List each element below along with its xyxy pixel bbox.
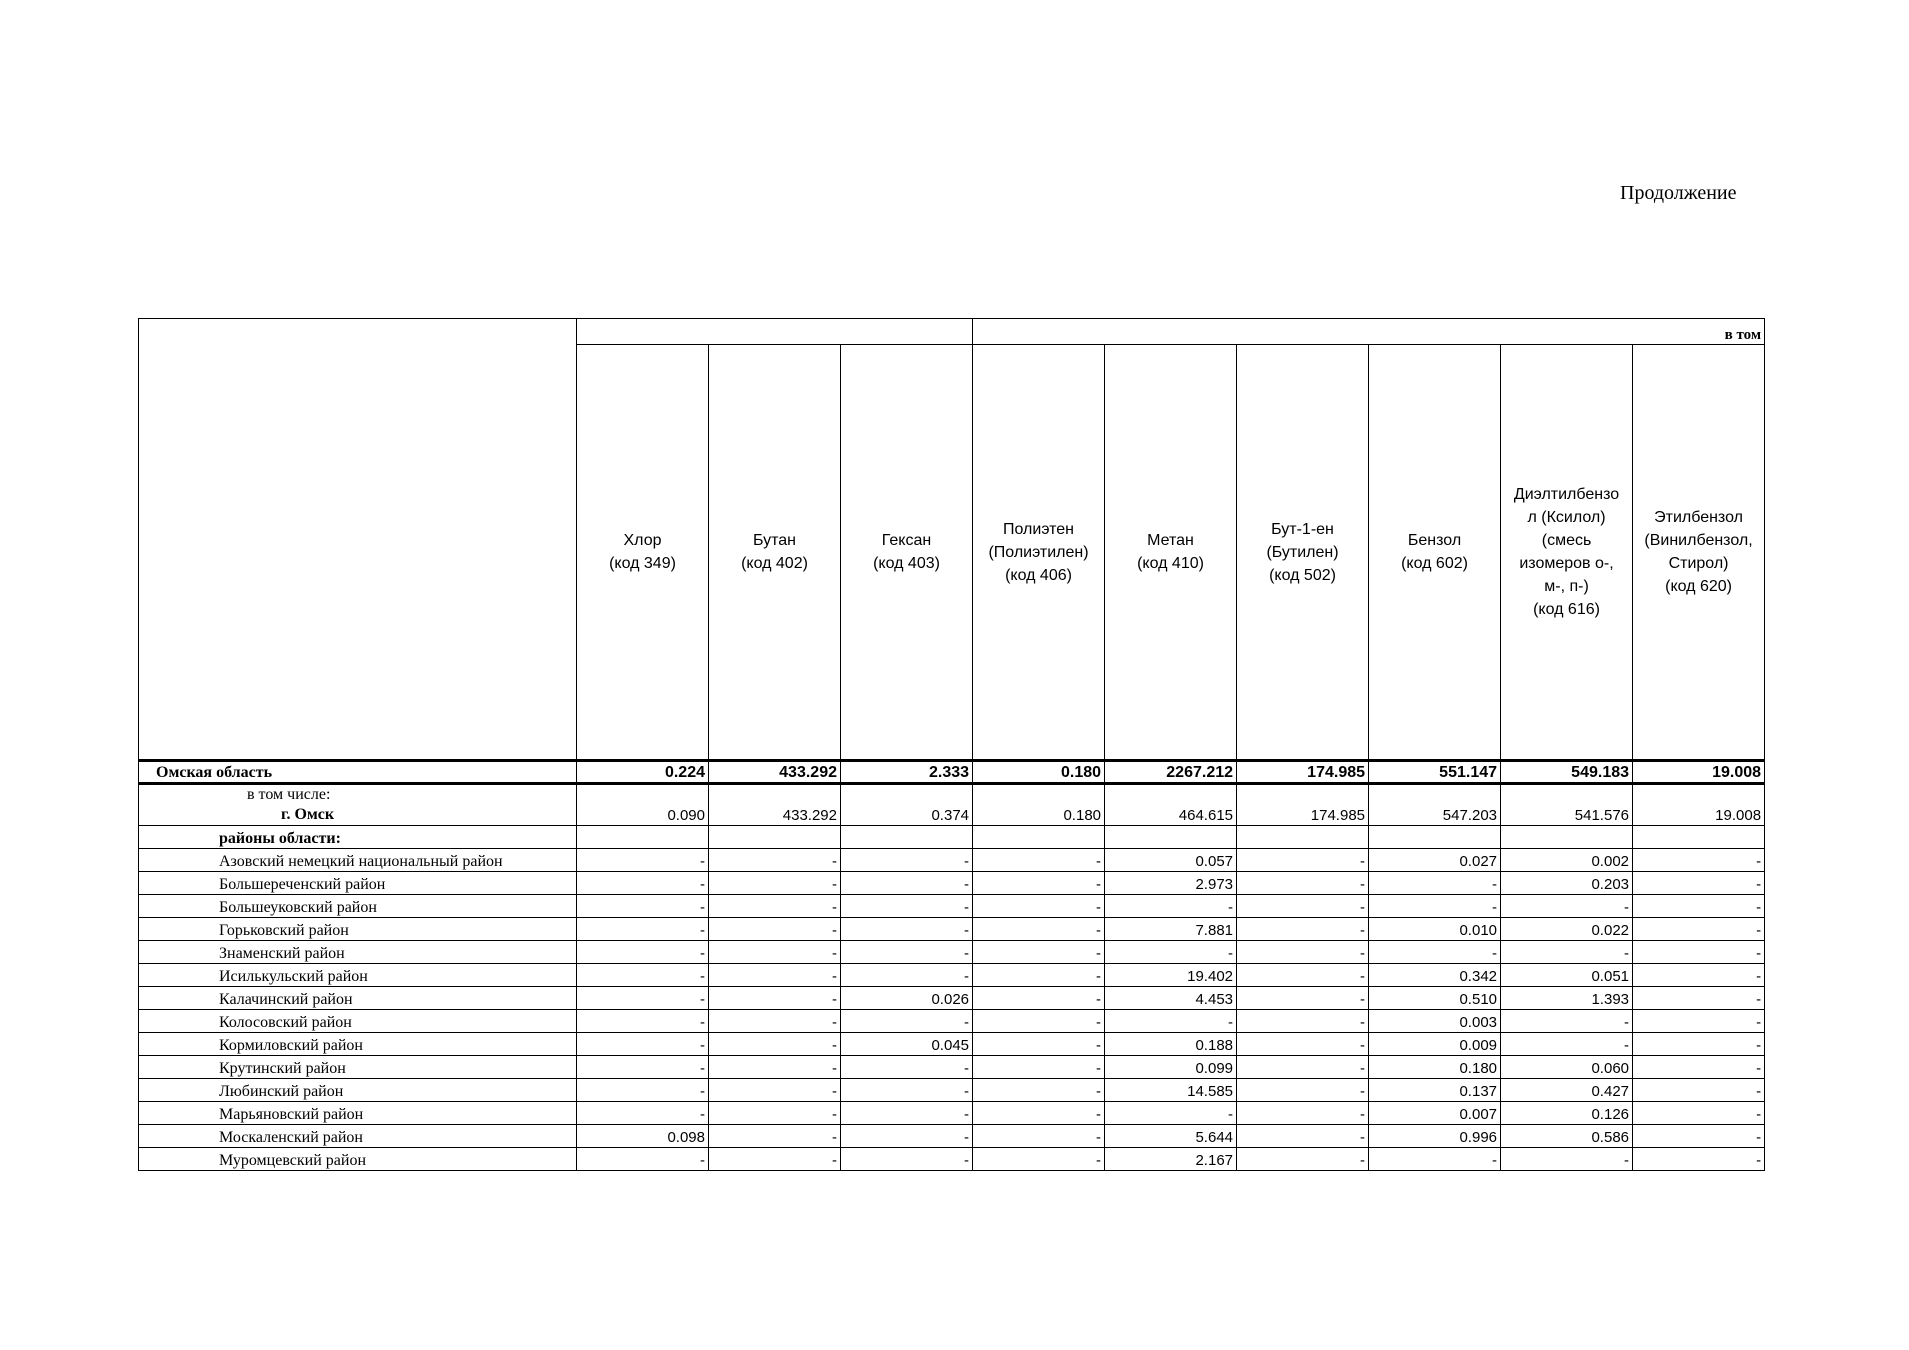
table-cell: - [841,964,973,987]
table-cell: 541.576 [1501,784,1633,826]
table-cell: - [1633,918,1765,941]
row-name: Горьковский район [139,918,577,941]
table-cell: - [973,964,1105,987]
column-header: Хлор (код 349) [577,345,709,761]
table-cell: 14.585 [1105,1079,1237,1102]
table-cell: - [1237,918,1369,941]
table-cell: - [577,1148,709,1171]
table-cell: 0.022 [1501,918,1633,941]
table-row-city [139,784,1765,826]
table-cell: 549.183 [1501,761,1633,784]
table-cell: 19.008 [1633,761,1765,784]
table-cell: - [973,895,1105,918]
table-cell: - [1369,895,1501,918]
column-header: Бензол (код 602) [1369,345,1501,761]
table-cell: - [1237,941,1369,964]
table-cell: - [1369,941,1501,964]
table-cell: - [1633,872,1765,895]
table-cell: - [1237,872,1369,895]
table-cell: - [1501,941,1633,964]
table-cell: 4.453 [1105,987,1237,1010]
emissions-table [138,318,1765,1171]
table-cell: - [1633,1102,1765,1125]
table-cell: - [841,1102,973,1125]
table-cell: - [1633,1056,1765,1079]
table-cell: 0.057 [1105,849,1237,872]
table-cell: - [1633,849,1765,872]
table-cell: - [1105,895,1237,918]
region-header-cell [139,319,577,761]
table-row [139,1056,1765,1079]
table-cell: 7.881 [1105,918,1237,941]
table-cell: - [1369,1148,1501,1171]
table-cell: - [841,1125,973,1148]
table-cell: - [973,987,1105,1010]
table-cell: 1.393 [1501,987,1633,1010]
table-cell: 0.126 [1501,1102,1633,1125]
table-cell: 433.292 [709,784,841,826]
table-cell: - [1633,964,1765,987]
table-cell: - [709,987,841,1010]
table-cell: - [841,918,973,941]
table-cell: 0.188 [1105,1033,1237,1056]
row-name: Муромцевский район [139,1148,577,1171]
table-cell: - [1501,895,1633,918]
row-name: Крутинский район [139,1056,577,1079]
table-cell: - [973,1125,1105,1148]
table-cell: 0.099 [1105,1056,1237,1079]
table-cell: - [841,872,973,895]
table-cell: - [577,964,709,987]
table-cell: - [709,1102,841,1125]
column-header: Диэлтилбензо л (Ксилол) (смесь изомеров о-, м-, п-) (код 616) [1501,345,1633,761]
table-cell: 0.060 [1501,1056,1633,1079]
table-cell: - [1633,1010,1765,1033]
table-cell: - [709,1125,841,1148]
group-header-blank [577,319,973,345]
table-cell: - [973,1148,1105,1171]
table-cell: - [1633,987,1765,1010]
table-cell: - [1237,1148,1369,1171]
table-cell: - [709,1056,841,1079]
table-cell: - [1105,1010,1237,1033]
column-header: Бутан (код 402) [709,345,841,761]
table-cell: 19.008 [1633,784,1765,826]
row-name: Омская область [139,761,577,784]
table-cell: 0.180 [973,784,1105,826]
table-cell: 0.203 [1501,872,1633,895]
row-name: Кормиловский район [139,1033,577,1056]
table-cell: 0.045 [841,1033,973,1056]
table-cell: - [1237,1033,1369,1056]
table-cell: - [577,849,709,872]
table-cell: - [841,1079,973,1102]
table-cell: - [709,918,841,941]
table-cell: 2.333 [841,761,973,784]
table-cell: 2.167 [1105,1148,1237,1171]
table-cell: - [1237,1056,1369,1079]
table-cell: 0.098 [577,1125,709,1148]
table-cell: - [973,1010,1105,1033]
table-cell: - [1633,1079,1765,1102]
table-cell: - [709,1033,841,1056]
table-row [139,1125,1765,1148]
row-name: Знаменский район [139,941,577,964]
table-cell: - [709,964,841,987]
table-row [139,895,1765,918]
row-name: Исилькульский район [139,964,577,987]
table-cell: 0.003 [1369,1010,1501,1033]
including-label: в том числе: [247,786,331,803]
table-cell: - [577,895,709,918]
table-cell: 0.510 [1369,987,1501,1010]
table-cell: 0.007 [1369,1102,1501,1125]
table-cell: - [1369,872,1501,895]
row-name: Колосовский район [139,1010,577,1033]
table-cell: - [1633,1033,1765,1056]
row-name: Большереченский район [139,872,577,895]
table-cell: 0.009 [1369,1033,1501,1056]
table-cell: 0.002 [1501,849,1633,872]
column-header: Полиэтен (Полиэтилен) (код 406) [973,345,1105,761]
table-cell: - [577,872,709,895]
row-name: Азовский немецкий национальный район [139,849,577,872]
continuation-label: Продолжение [1620,182,1737,204]
table-cell: - [973,941,1105,964]
table-cell: 464.615 [1105,784,1237,826]
table-cell: 0.224 [577,761,709,784]
group-header-including: в том [973,319,1765,345]
table-cell: - [973,1033,1105,1056]
table-cell: - [709,1148,841,1171]
table-cell: - [709,1010,841,1033]
table-cell: - [1633,941,1765,964]
table-cell: - [841,1010,973,1033]
column-header: Бут-1-ен (Бутилен) (код 502) [1237,345,1369,761]
row-name: Москаленский район [139,1125,577,1148]
districts-label: районы области: [139,826,577,849]
table-cell: - [1237,964,1369,987]
table-cell: - [1105,1102,1237,1125]
table-cell: 174.985 [1237,761,1369,784]
table-cell: 174.985 [1237,784,1369,826]
table-cell: - [1633,895,1765,918]
table-cell: 2.973 [1105,872,1237,895]
table-cell: 0.427 [1501,1079,1633,1102]
table-cell: - [709,1079,841,1102]
table-cell: - [577,987,709,1010]
table-row [139,849,1765,872]
table-cell: 547.203 [1369,784,1501,826]
table-cell: 0.180 [1369,1056,1501,1079]
table-cell: 0.342 [1369,964,1501,987]
table-cell: 0.090 [577,784,709,826]
table-cell: - [973,1102,1105,1125]
column-header: Метан (код 410) [1105,345,1237,761]
table-cell: - [973,872,1105,895]
table-cell: - [841,1148,973,1171]
table-cell: - [1105,941,1237,964]
table-row [139,918,1765,941]
table-cell: - [1237,1079,1369,1102]
table-cell: - [709,849,841,872]
row-name: Марьяновский район [139,1102,577,1125]
table-row [139,941,1765,964]
row-name: Любинский район [139,1079,577,1102]
table-row [139,872,1765,895]
table-cell: 0.010 [1369,918,1501,941]
table-cell: - [1501,1033,1633,1056]
table-cell: 0.180 [973,761,1105,784]
table-cell: - [577,918,709,941]
table-cell: - [973,1079,1105,1102]
row-name [139,784,577,826]
table-cell: 551.147 [1369,761,1501,784]
table-row [139,1010,1765,1033]
table-cell: - [709,872,841,895]
table-cell: 2267.212 [1105,761,1237,784]
table-row [139,987,1765,1010]
column-header: Этилбензол (Винилбензол, Стирол) (код 620) [1633,345,1765,761]
table-cell: - [1237,1125,1369,1148]
table-cell: 0.026 [841,987,973,1010]
table-cell: 0.374 [841,784,973,826]
table-cell: - [1237,987,1369,1010]
table-cell: 0.051 [1501,964,1633,987]
table-row [139,1033,1765,1056]
table-cell: - [577,1079,709,1102]
table-cell: 0.586 [1501,1125,1633,1148]
table-row [139,1102,1765,1125]
table-cell: - [973,1056,1105,1079]
table-cell: 433.292 [709,761,841,784]
row-name: Большеуковский район [139,895,577,918]
table-cell: - [1237,849,1369,872]
table-cell: - [841,849,973,872]
table-cell: - [841,941,973,964]
table-cell: 19.402 [1105,964,1237,987]
table-cell: - [709,941,841,964]
table-cell: - [973,849,1105,872]
column-header: Гексан (код 403) [841,345,973,761]
table-cell: - [709,895,841,918]
table-cell: - [841,1056,973,1079]
table-cell: - [1633,1125,1765,1148]
table-cell: - [1237,1102,1369,1125]
table-cell: - [577,1033,709,1056]
table-row [139,1148,1765,1171]
table-cell: 5.644 [1105,1125,1237,1148]
table-row [139,1079,1765,1102]
table-row-total [139,761,1765,784]
table-row [139,964,1765,987]
table-cell: - [577,1056,709,1079]
table-cell: - [973,918,1105,941]
table-cell: 0.137 [1369,1079,1501,1102]
table-row-districts-label [139,826,1765,849]
row-name: Калачинский район [139,987,577,1010]
table-cell: 0.027 [1369,849,1501,872]
table-cell: - [577,1102,709,1125]
table-cell: 0.996 [1369,1125,1501,1148]
table-cell: - [841,895,973,918]
table-cell: - [577,1010,709,1033]
table-cell: - [1501,1010,1633,1033]
table-cell: - [1501,1148,1633,1171]
table-cell: - [1237,895,1369,918]
table-cell: - [577,941,709,964]
table-cell: - [1633,1148,1765,1171]
city-name: г. Омск [281,806,335,823]
table-cell: - [1237,1010,1369,1033]
